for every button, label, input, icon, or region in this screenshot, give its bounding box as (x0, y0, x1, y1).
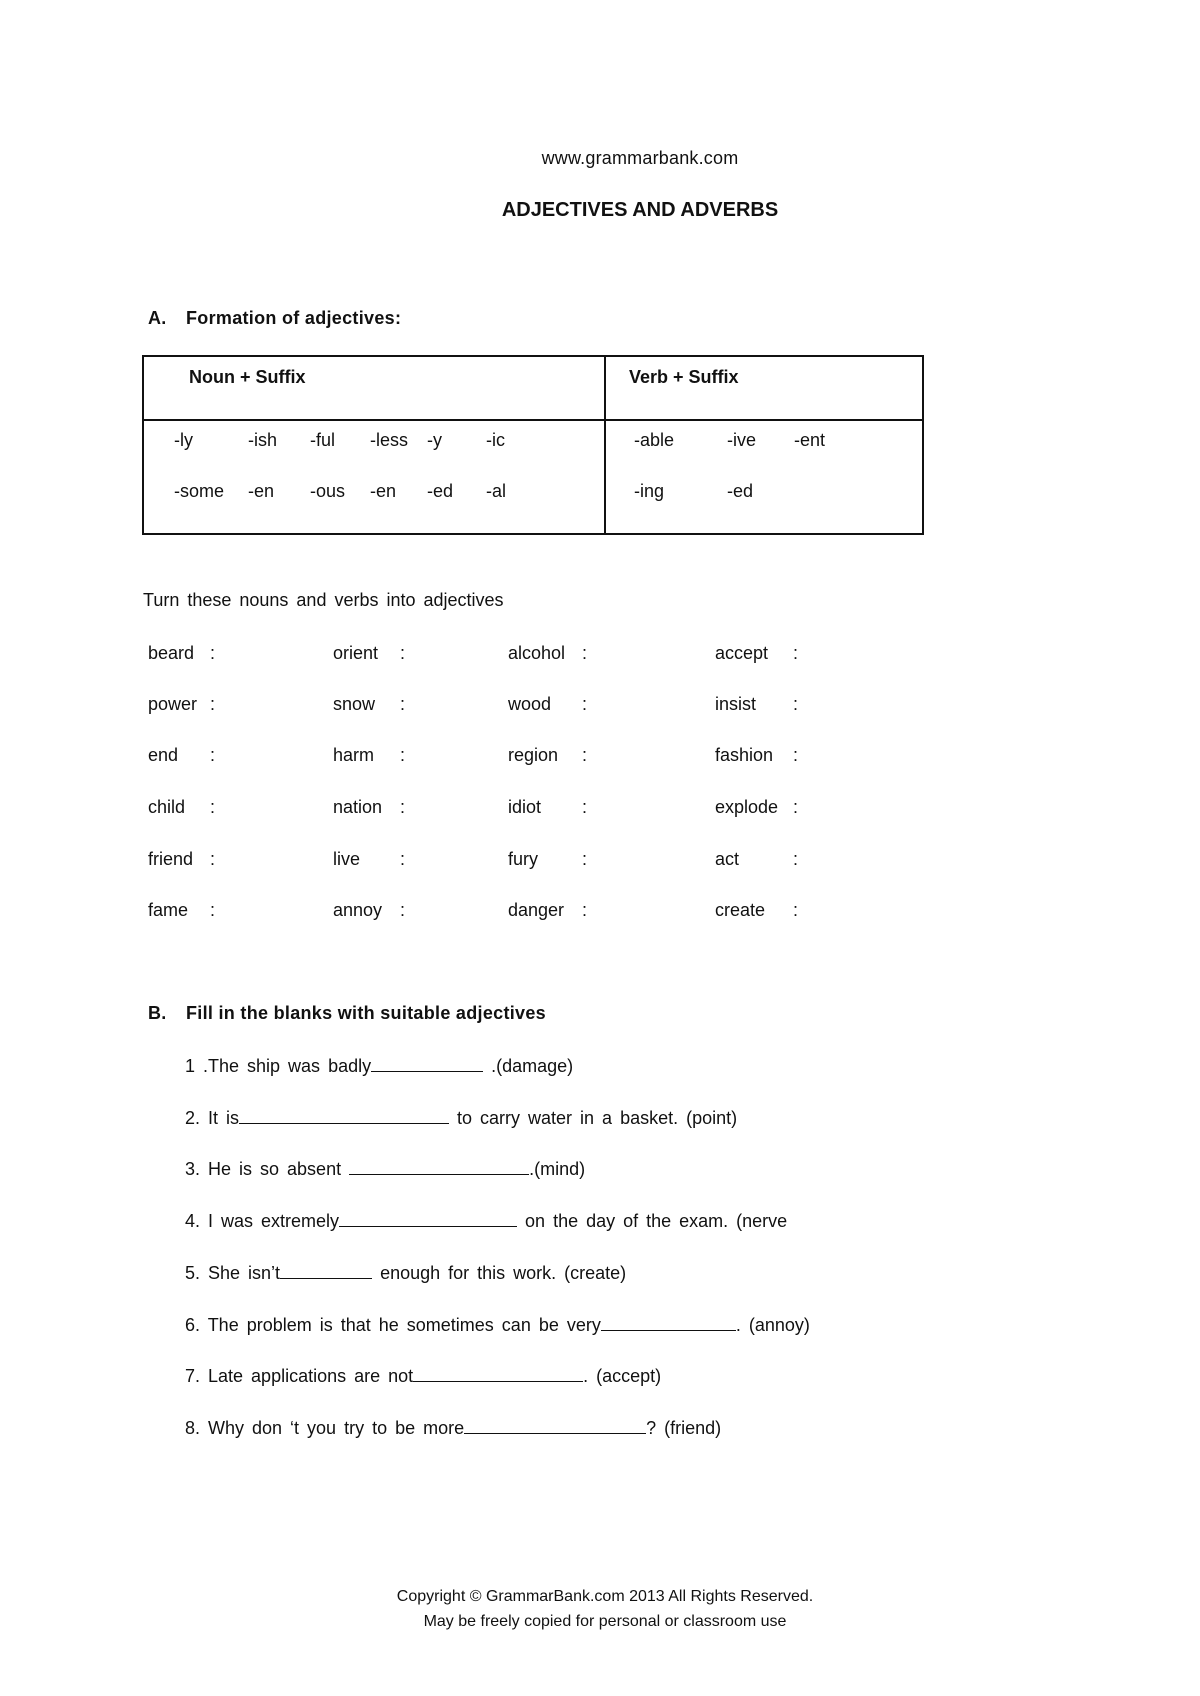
answer-colon: : (400, 643, 406, 663)
sentence-text: enough for this work. (create) (372, 1263, 627, 1283)
verb-suffix: -able (634, 430, 675, 450)
answer-colon: : (210, 797, 216, 817)
noun-suffix: -less (370, 430, 409, 450)
answer-colon: : (582, 694, 588, 714)
sentence-text: on the day of the exam. (nerve (517, 1211, 788, 1231)
noun-suffix: -en (370, 481, 397, 501)
answer-colon: : (400, 797, 406, 817)
instruction-text: Turn these nouns and verbs into adjectives (143, 590, 504, 610)
vocab-word: insist (715, 694, 757, 714)
section-a-letter: A. (148, 308, 167, 328)
table-divider-horizontal (144, 419, 922, 421)
vocab-word: power (148, 694, 198, 714)
vocab-word: snow (333, 694, 376, 714)
answer-colon: : (210, 694, 216, 714)
vocab-word: fashion (715, 745, 774, 765)
vocab-word: wood (508, 694, 552, 714)
sentence-text: 4. I was extremely (185, 1211, 340, 1231)
vocab-word: danger (508, 900, 565, 920)
answer-blank[interactable] (339, 1210, 517, 1227)
sentence-text: 8. Why don ‘t you try to be more (185, 1418, 465, 1438)
verb-suffix: -ing (634, 481, 665, 501)
sentence-text: 3. He is so absent (185, 1159, 350, 1179)
answer-colon: : (400, 745, 406, 765)
vocab-word: explode (715, 797, 779, 817)
answer-colon: : (793, 849, 799, 869)
fill-sentence-6 (185, 1314, 810, 1336)
answer-colon: : (210, 643, 216, 663)
verb-suffix-header: Verb + Suffix (629, 367, 739, 387)
answer-colon: : (400, 694, 406, 714)
answer-colon: : (400, 900, 406, 920)
answer-colon: : (582, 745, 588, 765)
fill-sentence-7 (185, 1365, 661, 1387)
answer-colon: : (210, 745, 216, 765)
answer-colon: : (582, 643, 588, 663)
page-title: ADJECTIVES AND ADVERBS (501, 199, 779, 221)
vocab-word: fury (508, 849, 539, 869)
suffix-table (142, 355, 924, 535)
answer-blank[interactable] (280, 1262, 372, 1279)
noun-suffix: -ish (248, 430, 278, 450)
noun-suffix: -some (174, 481, 225, 501)
answer-colon: : (793, 694, 799, 714)
vocab-word: end (148, 745, 179, 765)
noun-suffix: -ous (310, 481, 346, 501)
vocab-word: child (148, 797, 186, 817)
usage-note: May be freely copied for personal or classroom use (423, 1613, 787, 1630)
answer-blank[interactable] (349, 1158, 529, 1175)
section-a-title: Formation of adjectives: (186, 308, 402, 328)
vocab-word: alcohol (508, 643, 566, 663)
copyright-text: Copyright © GrammarBank.com 2013 All Rights Reserved. (396, 1588, 814, 1605)
noun-suffix: -ed (427, 481, 454, 501)
section-a-heading (148, 308, 401, 329)
answer-blank[interactable] (413, 1365, 583, 1382)
answer-colon: : (582, 900, 588, 920)
verb-suffix: -ent (794, 430, 826, 450)
sentence-text: 2. It is (185, 1108, 240, 1128)
vocab-word: friend (148, 849, 194, 869)
sentence-text: . (annoy) (735, 1315, 810, 1335)
section-b-heading (148, 1003, 546, 1024)
vocab-word: harm (333, 745, 375, 765)
site-url: www.grammarbank.com (541, 148, 739, 168)
section-b-letter: B. (148, 1003, 167, 1023)
fill-sentence-2 (185, 1107, 737, 1129)
verb-suffix: -ed (727, 481, 754, 501)
vocab-word: nation (333, 797, 383, 817)
vocab-word: live (333, 849, 361, 869)
sentence-text: 7. Late applications are not (185, 1366, 414, 1386)
vocab-word: region (508, 745, 559, 765)
noun-suffix: -en (248, 481, 275, 501)
noun-suffix: -ic (486, 430, 505, 450)
noun-suffix: -y (427, 430, 442, 450)
fill-sentence-4 (185, 1210, 787, 1232)
section-b-title: Fill in the blanks with suitable adjectives (186, 1003, 546, 1023)
sentence-text: ? (friend) (646, 1418, 722, 1438)
noun-suffix: -ly (174, 430, 193, 450)
vocab-word: beard (148, 643, 195, 663)
answer-colon: : (210, 900, 216, 920)
fill-sentence-3 (185, 1158, 585, 1180)
vocab-word: annoy (333, 900, 383, 920)
noun-suffix: -ful (310, 430, 336, 450)
answer-blank[interactable] (601, 1314, 736, 1331)
sentence-text: 6. The problem is that he sometimes can be very (185, 1315, 601, 1335)
answer-colon: : (793, 797, 799, 817)
vocab-word: fame (148, 900, 189, 920)
noun-suffix-header: Noun + Suffix (189, 367, 306, 387)
answer-blank[interactable] (371, 1055, 483, 1072)
noun-suffix: -al (486, 481, 507, 501)
answer-colon: : (582, 797, 588, 817)
answer-colon: : (400, 849, 406, 869)
sentence-text: . (accept) (583, 1366, 662, 1386)
sentence-text: to carry water in a basket. (point) (449, 1108, 738, 1128)
answer-blank[interactable] (464, 1417, 646, 1434)
answer-colon: : (793, 745, 799, 765)
answer-blank[interactable] (239, 1107, 449, 1124)
fill-sentence-5 (185, 1262, 626, 1284)
answer-colon: : (793, 900, 799, 920)
sentence-text: 5. She isn’t (185, 1263, 281, 1283)
vocab-word: create (715, 900, 766, 920)
vocab-word: act (715, 849, 740, 869)
fill-sentence-8 (185, 1417, 721, 1439)
answer-colon: : (582, 849, 588, 869)
table-divider-vertical (604, 357, 606, 533)
sentence-text: .(mind) (529, 1159, 586, 1179)
vocab-word: idiot (508, 797, 542, 817)
answer-colon: : (210, 849, 216, 869)
vocab-word: orient (333, 643, 379, 663)
fill-sentence-1 (185, 1055, 573, 1077)
sentence-text: .(damage) (483, 1056, 574, 1076)
verb-suffix: -ive (727, 430, 757, 450)
vocab-word: accept (715, 643, 769, 663)
answer-colon: : (793, 643, 799, 663)
sentence-text: 1 .The ship was badly (185, 1056, 372, 1076)
